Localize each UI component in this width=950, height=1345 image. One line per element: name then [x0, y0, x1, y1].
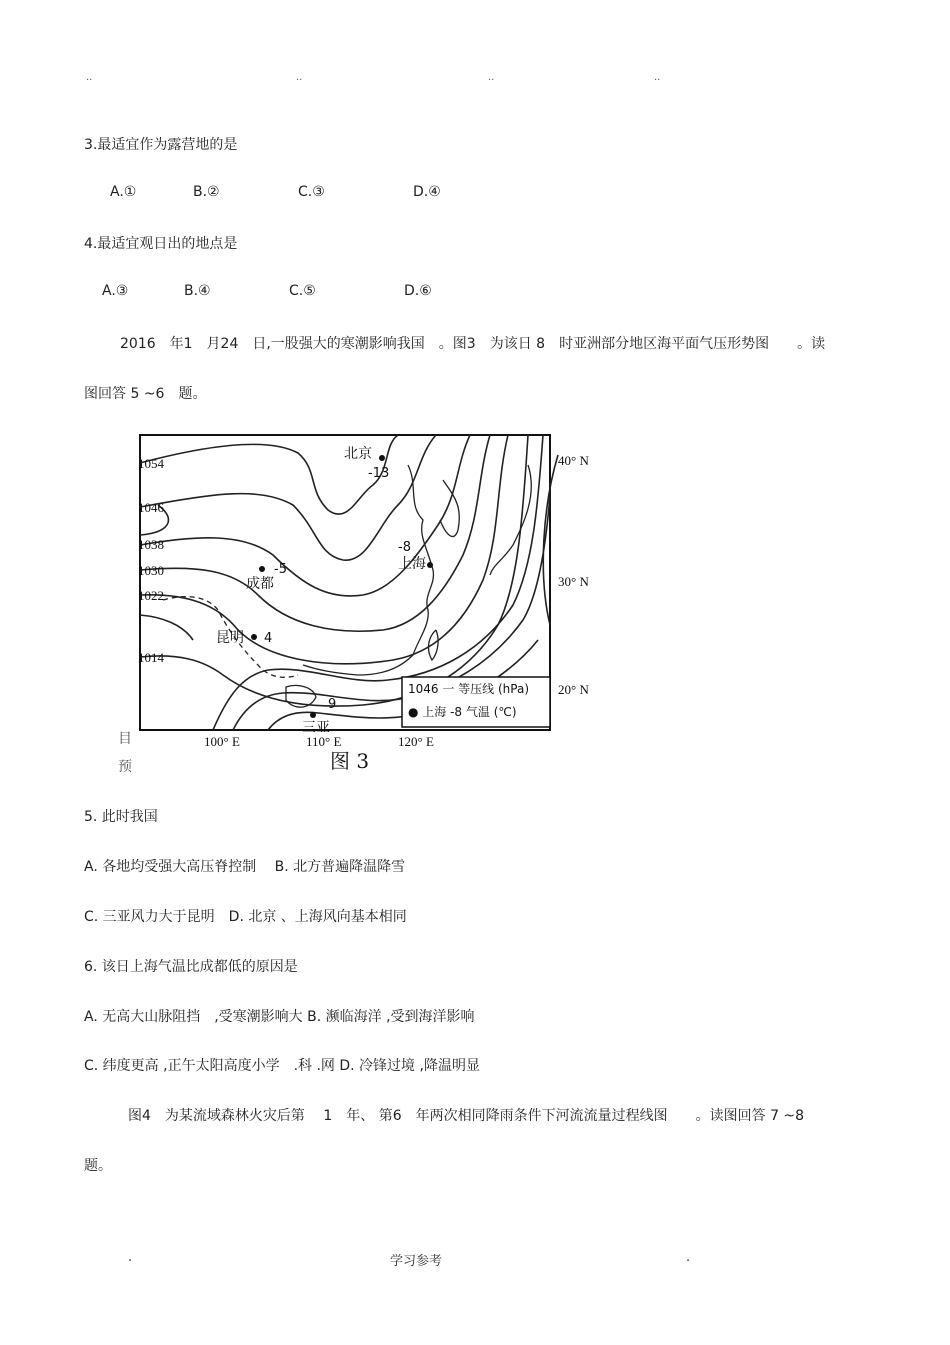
isobar-label-1054: 1054: [138, 456, 164, 471]
city-dot-beijing: [379, 455, 385, 461]
intro-7-8-line-1: 图4 为某流域森林火灾后第 1 年、 第6 年两次相同降雨条件下河流流量过程线图 。读图回答 7 ~8: [128, 1108, 805, 1124]
city-dot-chengdu: [259, 566, 265, 572]
intro-5-6-line-2: 图回答 5 ~6 题。: [84, 386, 207, 402]
header-mark-4: ..: [654, 72, 661, 83]
city-name-kunming: 昆明: [216, 630, 244, 646]
footer-center-text: 学习参考: [390, 1254, 443, 1269]
header-mark-2: ..: [296, 72, 303, 83]
city-name-shanghai: 上海: [398, 556, 426, 572]
city-dot-shanghai: [427, 562, 433, 568]
isobar-label-1014: 1014: [138, 650, 164, 665]
q5-options-row-1[interactable]: A. 各地均受强大高压脊控制 B. 北方普遍降温降雪: [84, 859, 406, 875]
edge-fragment-1: 目: [118, 731, 132, 747]
q4-option-a[interactable]: A.③: [102, 283, 129, 299]
lon-label-110e: 110° E: [306, 734, 342, 749]
q3-option-c[interactable]: C.③: [298, 184, 325, 200]
edge-fragment-2: 预: [118, 759, 132, 775]
header-mark-1: ..: [86, 72, 93, 83]
q4-option-c[interactable]: C.⑤: [289, 283, 316, 299]
pressure-map-svg: [118, 425, 615, 775]
header-mark-3: ..: [488, 72, 495, 83]
isobar-label-1030: 1030: [138, 563, 164, 578]
figure-caption: 图 3: [330, 749, 370, 773]
q3-option-a[interactable]: A.①: [110, 184, 137, 200]
figure-3-pressure-map: [118, 425, 615, 775]
latitude-labels: [558, 453, 589, 697]
footer-left-mark: .: [128, 1250, 133, 1265]
longitude-labels: [204, 734, 434, 749]
lat-label-20n: 20° N: [558, 682, 589, 697]
q4-stem: 4.最适宜观日出的地点是: [84, 236, 238, 252]
q3-option-b[interactable]: B.②: [193, 184, 220, 200]
city-temp-sanya: 9: [328, 697, 337, 712]
isobar-label-1046: 1046: [138, 500, 164, 515]
q4-option-d[interactable]: D.⑥: [404, 283, 432, 299]
intro-7-8-line-2: 题。: [84, 1158, 112, 1174]
q5-options-row-2[interactable]: C. 三亚风力大于昆明 D. 北京 、上海风向基本相同: [84, 909, 407, 925]
legend-isobar: 1046 一 等压线 (hPa): [408, 682, 530, 696]
isobar-label-1022: 1022: [138, 588, 164, 603]
city-dot-kunming: [251, 634, 257, 640]
q6-options-row-1[interactable]: A. 无高大山脉阻挡 ,受寒潮影响大 B. 濒临海洋 ,受到海洋影响: [84, 1009, 475, 1025]
footer-right-mark: .: [686, 1250, 691, 1265]
city-temp-kunming: 4: [264, 631, 273, 646]
q6-options-row-2[interactable]: C. 纬度更高 ,正午太阳高度小学 .科 .网 D. 冷锋过境 ,降温明显: [84, 1058, 480, 1074]
q3-option-d[interactable]: D.④: [413, 184, 441, 200]
q3-stem: 3.最适宜作为露营地的是: [84, 137, 238, 153]
q6-stem: 6. 该日上海气温比成都低的原因是: [84, 959, 298, 975]
city-name-chengdu: 成都: [246, 576, 274, 592]
city-temp-chengdu: -5: [274, 562, 287, 577]
q5-stem: 5. 此时我国: [84, 809, 158, 825]
intro-5-6-line-1: 2016 年1 月24 日,一股强大的寒潮影响我国 。图3 为该日 8 时亚洲部分地区海平面气压形势图 。读: [120, 336, 826, 352]
city-name-beijing: 北京: [344, 446, 372, 462]
lon-label-120e: 120° E: [398, 734, 434, 749]
lat-label-30n: 30° N: [558, 574, 589, 589]
legend-temperature: ● 上海 -8 气温 (℃): [408, 705, 517, 719]
isobar-label-1038: 1038: [138, 537, 164, 552]
city-temp-beijing: -13: [368, 466, 390, 481]
q4-option-b[interactable]: B.④: [184, 283, 211, 299]
lon-label-100e: 100° E: [204, 734, 240, 749]
lat-label-40n: 40° N: [558, 453, 589, 468]
city-dot-sanya: [310, 712, 316, 718]
city-name-sanya: 三亚: [302, 720, 330, 736]
city-temp-shanghai: -8: [398, 540, 411, 555]
